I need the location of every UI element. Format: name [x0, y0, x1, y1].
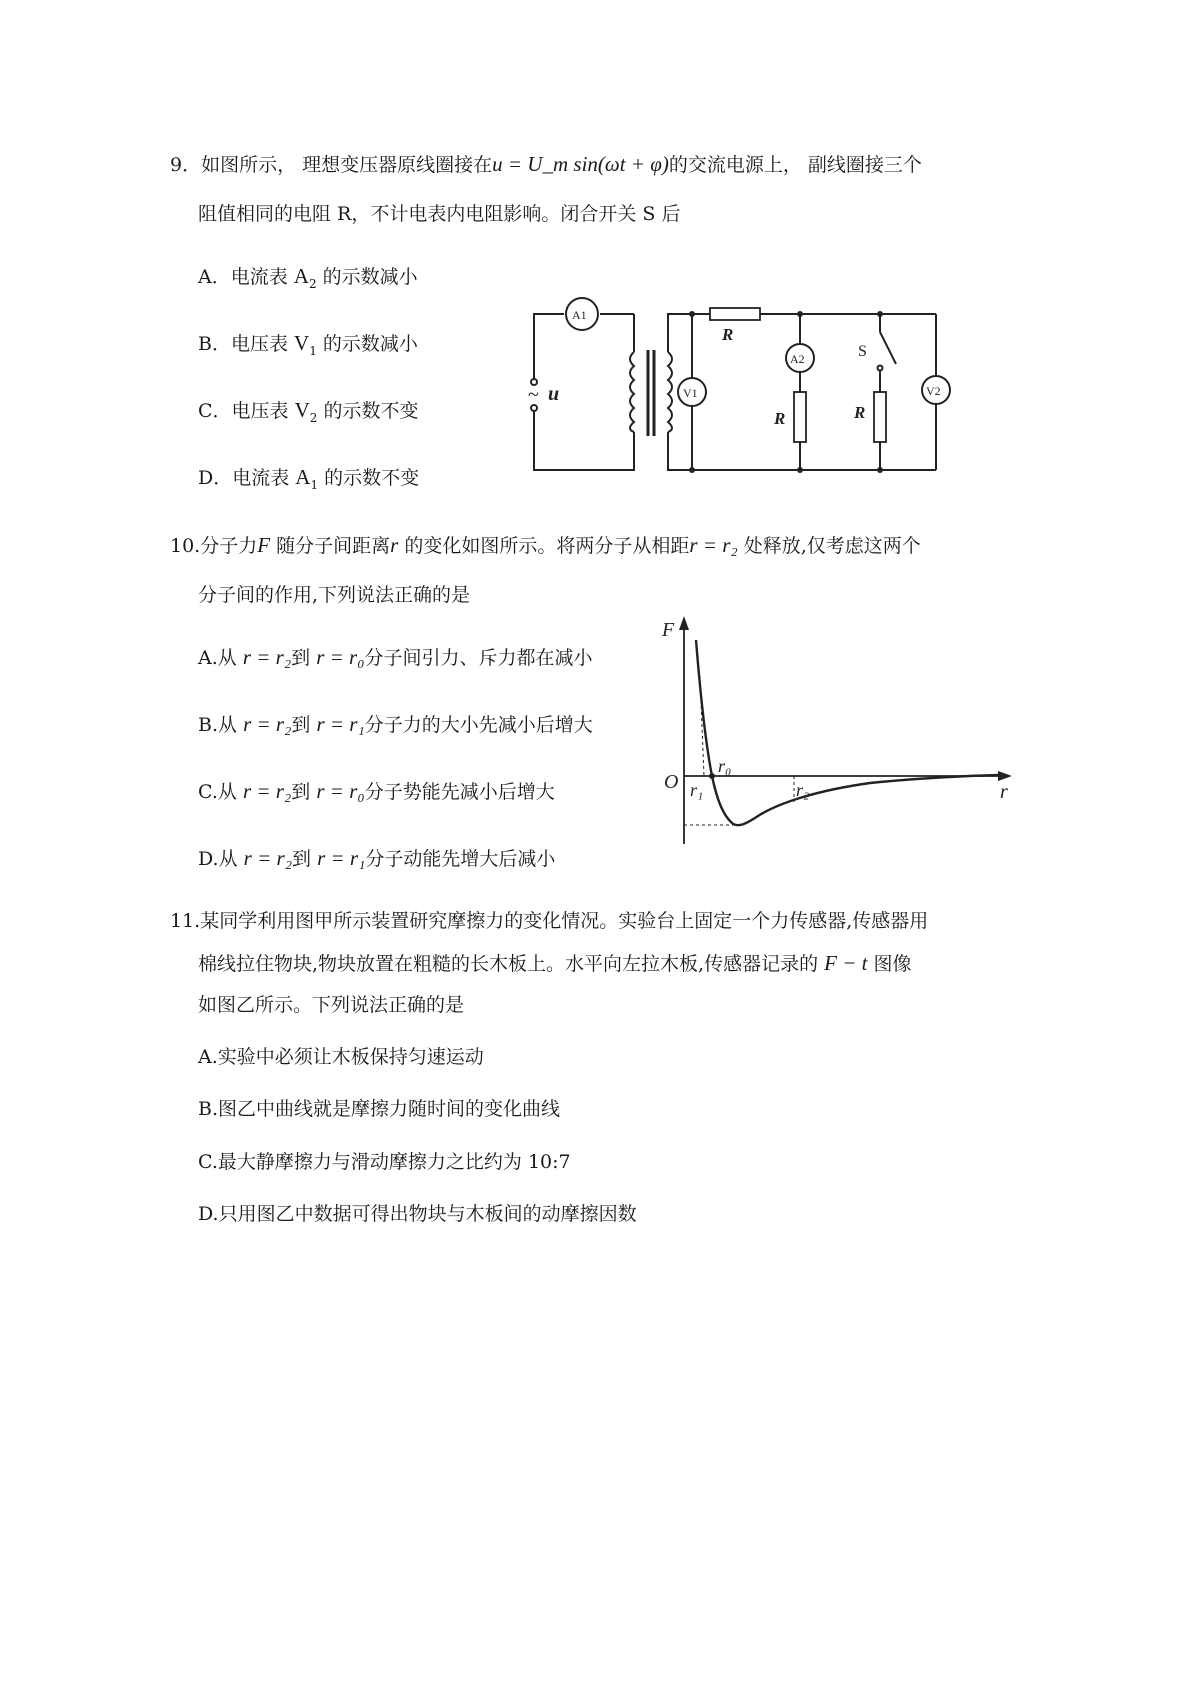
q10-option-d: D.从 r = r₂到 r = r₁分子动能先增大后减小: [198, 846, 556, 870]
primary-wire-bottom: [534, 410, 634, 470]
junction-dot: [877, 467, 883, 473]
switch-label: S: [858, 343, 867, 360]
q10-stem-line2: 分子间的作用,下列说法正确的是: [198, 584, 471, 606]
q9-stem-line2: 阻值相同的电阻 R，不计电表内电阻影响。闭合开关 S 后: [198, 203, 681, 225]
force-curve: [696, 640, 1000, 825]
q9-stem-part-b: 的交流电源上， 副线圈接三个: [668, 154, 922, 176]
r2-label: r₂: [796, 780, 810, 800]
switch-blade: [880, 332, 896, 364]
primary-wire: [534, 314, 564, 380]
y-axis-label: F: [662, 619, 675, 641]
q10-option-a: A.从 r = r₂到 r = r₀分子间引力、斥力都在减小: [198, 645, 593, 669]
y-axis-arrow: [679, 616, 689, 630]
a2-resistor-label: R: [774, 409, 786, 428]
junction-dot: [797, 467, 803, 473]
junction-dot: [797, 311, 803, 317]
q9-circuit-diagram: [520, 292, 960, 482]
q11-number: 11.: [170, 910, 201, 932]
r1-label: r₁: [690, 780, 704, 800]
ammeter-a1-label: A1: [572, 308, 587, 322]
q9-option-c: C．电压表 $V_2$ 的示数不变: [198, 398, 419, 425]
x-axis-label: r: [1000, 781, 1008, 803]
resistor-a2-branch: [794, 392, 806, 442]
ac-symbol: ~: [528, 384, 539, 406]
q11-stem-line3: 如图乙所示。下列说法正确的是: [198, 994, 465, 1016]
q11-option-c: C.最大静摩擦力与滑动摩擦力之比约为 10:7: [198, 1151, 571, 1173]
q10-option-b: B.从 r = r₂到 r = r₁分子力的大小先减小后增大: [198, 712, 593, 736]
q11-option-d: D.只用图乙中数据可得出物块与木板间的动摩擦因数: [198, 1203, 637, 1225]
q11-option-a: A.实验中必须让木板保持匀速运动: [198, 1046, 484, 1068]
q9-option-b: B．电压表 $V_1$ 的示数减小: [198, 331, 418, 358]
r0-label: r₀: [718, 756, 732, 776]
q11-stem-line2: 棉线拉住物块,物块放置在粗糙的长木板上。水平向左拉木板,传感器记录的 F − t 图像: [198, 951, 912, 975]
q10-option-c: C.从 r = r₂到 r = r₀分子势能先减小后增大: [198, 779, 555, 803]
q10-stem-line1: 10.分子力F 随分子间距离r 的变化如图所示。将两分子从相距r = r₂ 处释放,仅考虑这两个: [170, 533, 921, 557]
q9-stem-part-a: 如图所示， 理想变压器原线圈接在: [201, 154, 493, 176]
q9-option-d: D．电流表 $A_1$ 的示数不变: [198, 465, 420, 492]
voltmeter-v2-label: V2: [926, 384, 941, 398]
q9-formula: u = U_m sin(ωt + φ): [492, 152, 669, 176]
series-resistor-label: R: [722, 325, 734, 344]
q10-number: 10.: [170, 535, 201, 557]
switch-contact: [878, 366, 883, 371]
switch-resistor-label: R: [854, 403, 866, 422]
voltmeter-v1-label: V1: [683, 386, 698, 400]
q9-number: 9．: [170, 154, 202, 176]
primary-coil: [630, 352, 634, 432]
junction-dot: [689, 311, 695, 317]
junction-dot: [689, 467, 695, 473]
secondary-coil: [668, 352, 672, 432]
ammeter-a2-label: A2: [790, 352, 805, 366]
q9-option-a: A．电流表 $A_2$ 的示数减小: [198, 264, 418, 291]
source-label: u: [548, 383, 560, 405]
r0-point: [709, 773, 715, 779]
x-axis-arrow: [998, 771, 1012, 781]
q9-stem-line1: [170, 150, 922, 179]
q10-force-distance-graph: [650, 610, 1030, 850]
origin-label: O: [664, 771, 679, 793]
junction-dot: [877, 311, 883, 317]
series-resistor: [710, 308, 760, 320]
resistor-switch-branch: [874, 392, 886, 442]
q11-stem-line1: 11.某同学利用图甲所示装置研究摩擦力的变化情况。实验台上固定一个力传感器,传感器用: [170, 910, 929, 932]
q11-option-b: B.图乙中曲线就是摩擦力随时间的变化曲线: [198, 1098, 561, 1120]
